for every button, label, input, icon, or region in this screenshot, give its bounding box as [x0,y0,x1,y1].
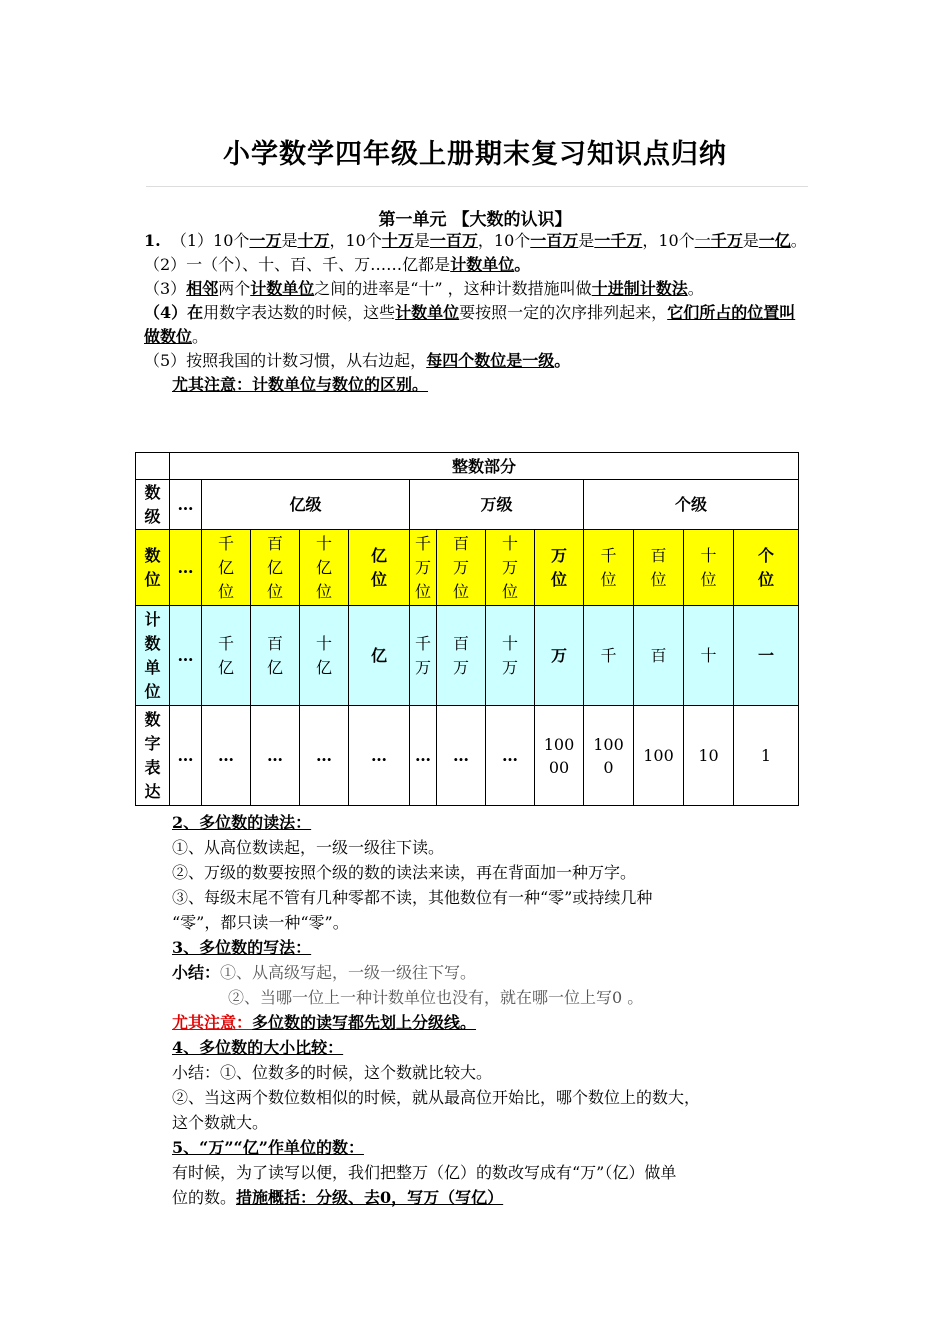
place-text: 十位 [700,545,717,589]
section-4-item: ②、当这两个数位数相似的时候，就从最高位开始比，哪个数位上的数大， [172,1088,701,1107]
row-label-places [136,530,170,606]
value-cell: … [300,706,349,806]
section-4-item: 小结：①、位数多的时候，这个数就比较大。 [172,1063,493,1082]
place-text: 十万位 [501,533,518,601]
place-text: 百万位 [452,533,469,601]
p1-text: 是 [413,231,430,250]
place-cell [300,530,349,606]
section-2-item: “零”，都只读一种“零”。 [172,913,349,932]
unit-cell: 百 [634,606,684,706]
p1-term: 十万 [297,231,330,250]
unit-cell: 一 [734,606,799,706]
p4-text: 要按照一定的次序排列起来， [459,303,668,322]
place-cell [437,530,486,606]
value-cell: … [202,706,251,806]
place-cell [584,530,634,606]
paragraph-3 [144,277,808,301]
table-row-units [136,606,799,706]
unit-text: 十万 [501,633,518,677]
place-cell [535,530,584,606]
p2-text: 。 [514,255,531,274]
p3-text: 之间的进率是“十” ，这种计数措施叫做 [314,279,592,298]
row-label-units [136,606,170,706]
p1-term: 一千万 [594,231,643,250]
note-red-text: 尤其注意： [172,1013,253,1032]
value-cell [535,706,584,806]
place-cell [486,530,535,606]
p1-text: ，10个 [329,231,382,250]
p1-text: 是 [281,231,298,250]
table-cell-ellipsis: … [170,530,202,606]
sections-2-5 [172,810,812,1210]
p3-text: （3） [144,279,187,298]
table-row-levels [136,480,799,530]
section-2-item: ②、万级的数要按照个级的数的读法来读，再在背面加一种万字。 [172,863,637,882]
summary-label: 小结： [172,963,221,982]
p4-text: 。 [192,327,209,346]
p1-term: 十万 [381,231,414,250]
table-row-values [136,706,799,806]
table-cell-ellipsis: … [170,480,202,530]
value-text: 1000 [593,734,624,777]
p1-text: （1）10个 [170,231,250,250]
row-label-text: 数字表达 [144,709,161,801]
section-3-item [172,985,812,1010]
place-cell [251,530,300,606]
p1-term: 一百万 [530,231,579,250]
p2-term: 计数单位 [450,255,515,274]
unit-cell [486,606,535,706]
place-cell [349,530,410,606]
unit-cell [300,606,349,706]
table-corner-cell [136,453,170,480]
place-cell [410,530,437,606]
unit-cell [202,606,251,706]
table-row-places [136,530,799,606]
p1-text: 是 [578,231,595,250]
value-cell: 1 [734,706,799,806]
unit-text: 百亿 [266,633,283,677]
row-label-text: 计数单位 [144,609,161,701]
section-2-heading [172,810,812,835]
value-cell: … [251,706,300,806]
place-text: 千万位 [414,533,431,601]
section-3-heading [172,935,812,960]
note-1 [144,373,808,397]
p4-text: （4）在 [144,303,204,322]
value-cell: … [437,706,486,806]
unit-cell: 亿 [349,606,410,706]
section-heading-text: 5、“万”“亿”作单位的数： [172,1138,364,1157]
section-heading-text: 4、多位数的大小比较： [172,1038,344,1057]
section-5-line: 有时候，为了读写以便，我们把整万（亿）的数改写成有“万”（亿）做单 [172,1163,677,1182]
section-heading-text: 2、多位数的读法： [172,813,312,832]
p3-text: 。 [687,279,704,298]
table-header: 整数部分 [170,453,799,480]
section-5-text: 位的数。 [172,1188,237,1207]
note-text: 多位数的读写都先划上分级线。 [252,1013,477,1032]
p1-term: 一亿 [758,231,791,250]
place-cell [734,530,799,606]
p5-term: 每四个数位是一级 [426,351,555,370]
p3-term: 相邻 [186,279,219,298]
row-label-values [136,706,170,806]
section-5-heading [172,1135,812,1160]
p1-text: 是 [742,231,759,250]
unit-text: 千万 [414,633,431,677]
p1-num: 1. [144,231,161,250]
divider [146,186,808,187]
place-text: 个位 [757,545,774,589]
value-cell: … [486,706,535,806]
unit-text: 千亿 [217,633,234,677]
summary-text: ②、当哪一位上一种计数单位也没有，就在哪一位上写0 。 [228,988,644,1007]
place-text: 百亿位 [266,533,283,601]
place-text: 万位 [550,545,567,589]
section-2-item: ③、每级末尾不管有几种零都不读，其他数位有一种“零”或持续几种 [172,888,653,907]
level-wan: 万级 [410,480,584,530]
section-4-heading [172,1035,812,1060]
unit-text: 十亿 [315,633,332,677]
place-text: 千亿位 [217,533,234,601]
place-cell [202,530,251,606]
p1-text: 。 [790,231,807,250]
section-3-note [172,1010,812,1035]
section-heading-text: 3、多位数的写法： [172,938,312,957]
p3-text: 两个 [218,279,251,298]
unit-heading: 第一单元 【大数的认识】 [378,210,572,230]
row-label-levels [136,480,170,530]
p2-text: （2）一（个）、十、百、千、万……亿都是 [144,255,451,274]
p1-term: 千万 [710,231,743,250]
section-1-content [144,229,808,397]
place-text: 十亿位 [315,533,332,601]
paragraph-1 [144,229,808,253]
p5-text: （5）按照我国的计数习惯，从右边起， [144,351,427,370]
level-ge: 个级 [584,480,799,530]
place-text: 千位 [600,545,617,589]
paragraph-4 [144,301,808,349]
value-text: 10000 [543,734,575,777]
table-cell-ellipsis: … [170,706,202,806]
unit-text: 百万 [452,633,469,677]
row-label-text: 数位 [144,545,161,589]
unit-cell: 十 [684,606,734,706]
table-header-row [136,453,799,480]
p1-term: 一万 [249,231,282,250]
section-3-item [172,960,812,985]
table-cell-ellipsis: … [170,606,202,706]
p1-term: 一百万 [429,231,478,250]
unit-cell [437,606,486,706]
value-cell: 100 [634,706,684,806]
place-cell [684,530,734,606]
page-title: 小学数学四年级上册期末复习知识点归纳 [223,139,727,170]
p3-term: 计数单位 [250,279,315,298]
value-cell: 10 [684,706,734,806]
p4-term: 计数单位 [395,303,460,322]
p1-text: ，10个 [642,231,695,250]
level-yi: 亿级 [202,480,410,530]
place-cell [634,530,684,606]
place-text: 亿位 [370,545,387,589]
summary-text: ①、从高级写起，一级一级往下写。 [220,963,477,982]
unit-cell: 千 [584,606,634,706]
unit-cell [251,606,300,706]
p3-term: 十进制计数法 [591,279,688,298]
value-cell: … [349,706,410,806]
paragraph-5 [144,349,808,373]
place-text: 百位 [650,545,667,589]
p4-text: 用数字表达数的时候，这些 [203,303,396,322]
section-4-item: 这个数就大。 [172,1113,269,1132]
p5-text: 。 [554,351,571,370]
p1-term: 一 [694,231,711,250]
section-5-line [172,1185,812,1210]
p1-text: ，10个 [477,231,531,250]
section-5-method: 措施概括：分级、去0，写万（写亿） [236,1188,504,1207]
section-2-item: ①、从高位数读起，一级一级往下读。 [172,838,445,857]
place-value-table [135,452,799,806]
note-1-text: 尤其注意：计数单位与数位的区别。 [172,375,429,394]
unit-cell: 万 [535,606,584,706]
unit-cell [410,606,437,706]
row-label-text: 数级 [144,482,161,526]
value-cell [584,706,634,806]
paragraph-2 [144,253,808,277]
value-cell: … [410,706,437,806]
p4-term: 它们所占的位置叫做数位 [144,303,796,346]
